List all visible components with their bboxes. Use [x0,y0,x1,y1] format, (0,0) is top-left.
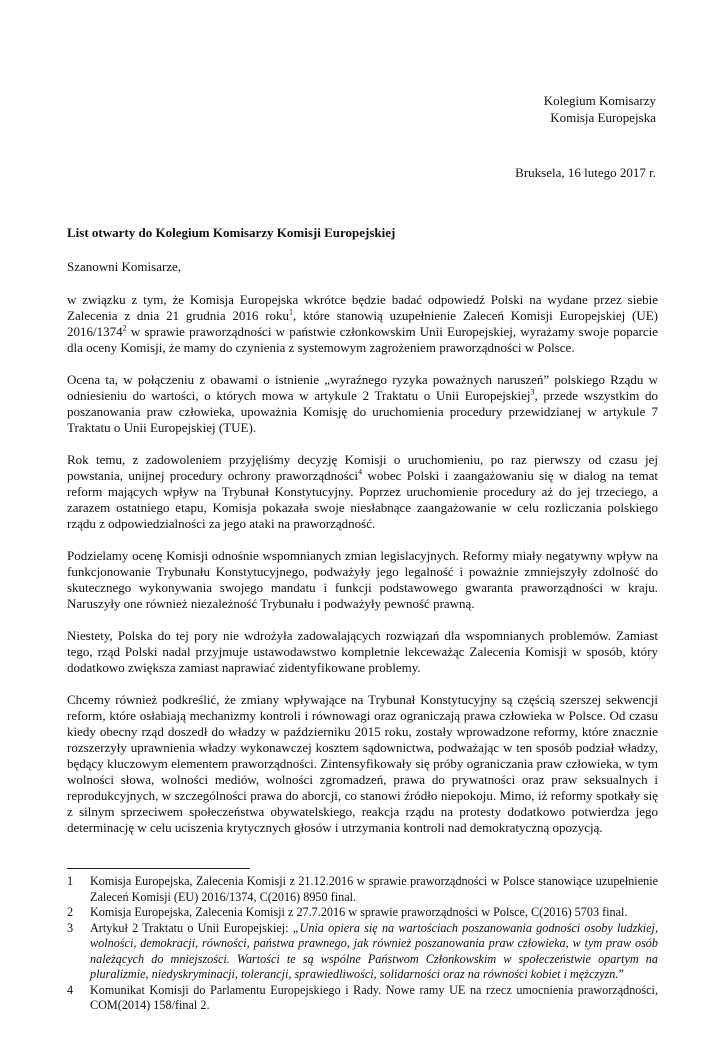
letter-date: Bruksela, 16 lutego 2017 r. [515,165,656,180]
recipient-block [67,92,658,126]
footnote-number: 4 [67,982,74,997]
footnote-4 [67,983,658,1014]
paragraph-2 [67,372,658,436]
footnote-ref[interactable]: 4 [358,467,363,477]
paragraph-text: , które stanowią uzupełnienie Zaleceń Komisji Europejskiej (UE) 2016/1374 [67,308,658,339]
footnote-3 [67,921,658,983]
footnote-ref[interactable]: 2 [122,323,127,333]
paragraph-5: Niestety, Polska do tej pory nie wdrożyła zadowalających rozwiązań dla wspomnianych problemów. Zamiast tego, rząd Polski nadal przyjmuje ustawodawstwo kompletnie lekceważąc Zalecenia Komisji w sposób, który dodatkowo zwiększa zamiast naprawiać zidentyfikowane problemy. [67,628,658,675]
footnotes [67,874,658,1014]
recipient-line-2: Komisja Europejska [550,110,656,125]
paragraph-4: Podzielamy ocenę Komisji odnośnie wspomnianych zmian legislacyjnych. Reformy miały negatywny wpływ na funkcjonowanie Trybunału Konstytucyjnego, podważyły jego legalność i poważnie zmniejszyły zdolność do skutecznego wykonywania swojego mandatu i funkcji podstawowego gwaranta praworządności w kraju. Naruszyły one również niezależność Trybunału i podważyły pewność prawną. [67,548,658,611]
paragraph-6: Chcemy również podkreślić, że zmiany wpływające na Trybunał Konstytucyjny są częścią szerszej sekwencji reform, które osłabiają mechanizmy kontroli i równowagi oraz ograniczają prawa człowieka w Polsce. Od czasu kiedy obecny rząd doszedł do władzy w październiku 2015 roku, zostały wprowadzone reformy, które znacznie rozszerzyły uprawnienia władzy wykonawczej kosztem sądownictwa, podważając w ten sposób podział władzy, będący kluczowym elementem praworządności. Zintensyfikowały się próby ograniczania praw człowieka, w tym wolności słowa, wolności mediów, wolności zgromadzeń, prawa do prywatności oraz praw seksualnych i reprodukcyjnych, w szczególności prawa do aborcji, co stanowi źródło niepokoju. Mimo, iż reformy spotkały się z silnym sprzeciwem społeczeństwa obywatelskiego, reakcja rządu na protesty dodatkowo potwierdza jego determinację w celu uciszenia krytycznych głosów i utrzymania kontroli nad demokratyczną opozycją. [67,692,658,835]
footnote-quote: „Unia opiera się na wartościach poszanowania godności osoby ludzkiej, wolności, demokracji, równości, państwa prawnego, jak również poszanowania praw człowieka, w tym praw osób należących do mniejszości. Wartości te są wspólne Państwom Członkowskim w społeczeństwie opartym na pluralizmie, niedyskryminacji, tolerancji, sprawiedliwości, solidarności oraz na równości kobiet i mężczyzn. [90,920,658,981]
footnote-text: Komisja Europejska, Zalecenia Komisji z 21.12.2016 w sprawie praworządności w Polsce stanowiące uzupełnienie Zaleceń Komisji (EU) 2016/1374, C(2016) 8950 final. [90,874,658,904]
footnote-2 [67,905,658,921]
footnote-number: 1 [67,874,74,888]
salutation: Szanowni Komisarze, [67,259,182,274]
footnote-text-plain: Artykuł 2 Traktatu o Unii Europejskiej: [90,920,293,935]
paragraph-text: , przede wszystkim do poszanowania praw człowieka, upoważnia Komisję do uruchomienia procedury przewidzianej w artykule 7 Traktatu o Unii Europejskiej (TUE). [67,388,658,435]
paragraph-text: Ocena ta, w połączeniu z obawami o istnienie „wyraźnego ryzyka poważnych naruszeń” polskiego Rządu w odniesieniu do wartości, o których mowa w artykule 2 Traktatu o Unii Europejskiej [67,372,658,403]
footnote-number: 3 [67,920,74,935]
footnote-quote-close: ” [618,967,624,981]
footnote-number: 2 [67,905,74,919]
footnote-ref[interactable]: 1 [289,307,294,317]
footnote-1 [67,874,658,905]
footnote-text: Komunikat Komisji do Parlamentu Europejskiego i Rady. Nowe ramy UE na rzecz umocnienia praworządności, COM(2014) 158/final 2. [90,982,658,1012]
paragraph-text: w sprawie praworządności w państwie członkowskim Unii Europejskiej, wyrażamy swoje poparcie dla oceny Komisji, że mamy do czynienia z systemowym zagrożeniem praworządności w Polsce. [67,324,658,355]
footnote-text [90,921,658,983]
footnote-text: Komisja Europejska, Zalecenia Komisji z 27.7.2016 w sprawie praworządności w Polsce, C(2016) 5703 final. [90,905,628,919]
footnote-divider [67,868,250,869]
letter-title: List otwarty do Kolegium Komisarzy Komisji Europejskiej [67,225,396,240]
paragraph-text: Rok temu, z zadowoleniem przyjęliśmy decyzję Komisji o uruchomieniu, po raz pierwszy od czasu jej powstania, unijnej procedury ochrony praworządności [67,452,658,483]
paragraph-text: wobec Polski i zaangażowaniu się w dialog na temat reform mających wpływ na Trybunał Konstytucyjny. Poprzez uruchomienie procedury aż do jej trzeciego, a zarazem ostatniego etapu, Komisja pokazała swoje niesłabnące zaangażowanie w celu rozliczania polskiego rządu z odpowiedzialności za jego ataki na praworządność. [67,468,658,531]
footnote-ref[interactable]: 3 [530,387,535,397]
paragraph-1 [67,292,658,356]
recipient-line-1: Kolegium Komisarzy [543,93,656,108]
paragraph-text: w związku z tym, że Komisja Europejska wkrótce będzie badać odpowiedź Polski na wydane przez siebie Zalecenia z dnia 21 grudnia 2016 roku [67,292,658,323]
paragraph-3 [67,452,658,532]
